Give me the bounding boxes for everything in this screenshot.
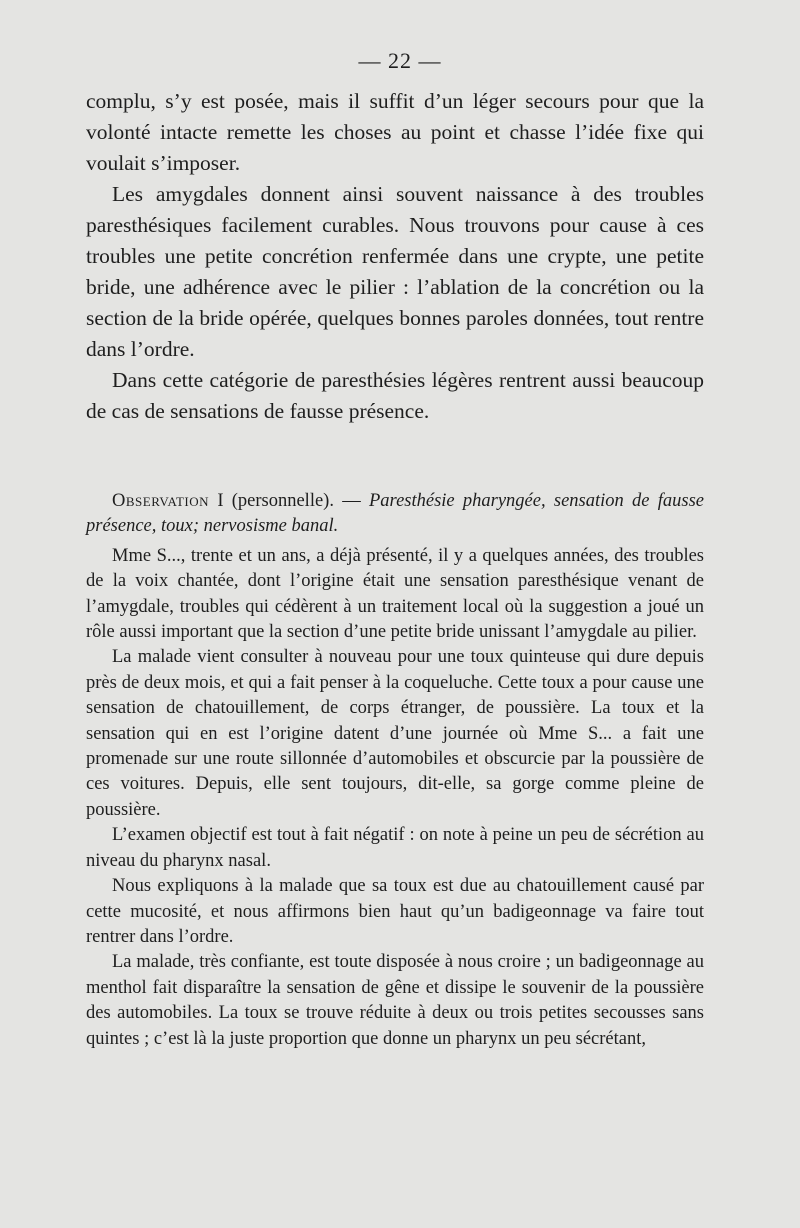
observation-paragraph-2: La malade vient consulter à nouveau pour une toux quinteuse qui dure depuis près de deux mois, et qui a fait penser à la coqueluche. Cette toux a pour cause une sensation de chatouillement, de corps étranger, de poussière. La toux et la sensation qui en est l’origine datent d’une journée où Mme S... a fait une promenade sur une route sillonnée d’automobiles et obscurcie par la poussière de ces voitures. Depuis, elle sent toujours, dit-elle, sa gorge comme pleine de poussière. (86, 647, 704, 820)
observation-paragraph-1: Mme S..., trente et un ans, a déjà présenté, il y a quelques années, des troubles de la voix chantée, dont l’origine était une sensation paresthésique venant de l’amygdale, troubles qui cédèrent à un traitement local où la suggestion a joué un rôle aussi important que la section d’une petite bride unissant l’amygdale au pilier. (86, 545, 704, 643)
paragraph-2: Les amygdales donnent ainsi souvent naissance à des troubles paresthésiques facilement curables. Nous trouvons pour cause à ces troubles une petite concrétion renfermée dans une crypte, une petite bride, une adhérence avec le pilier : l’ablation de la concrétion ou la section de la bride opérée, quelques bonnes paroles données, tout rentre dans l’ordre. (86, 182, 704, 361)
observation-paragraph-4: Nous expliquons à la malade que sa toux est due au chatouillement causé par cette mucosité, et nous affirmons bien haut qu’un badigeonnage va faire tout rentrer dans l’ordre. (86, 876, 704, 947)
observation-heading (86, 489, 704, 540)
observation-number: I (personnelle). — (217, 491, 361, 511)
observation-paragraph-3: L’examen objectif est tout à fait négatif : on note à peine un peu de sécrétion au niveau du pharynx nasal. (86, 825, 704, 871)
paragraph-1: complu, s’y est posée, mais il suffit d’un léger secours pour que la volonté intacte remette les choses au point et chasse l’idée fixe qui voulait s’imposer. (86, 89, 704, 175)
paragraph-3: Dans cette catégorie de paresthésies légères rentrent aussi beaucoup de cas de sensations de fausse présence. (86, 368, 704, 423)
observation-section (86, 489, 704, 1052)
observation-paragraph-5: La malade, très confiante, est toute disposée à nous croire ; un badigeonnage au menthol fait disparaître la sensation de gêne et dissipe le souvenir de la poussière des automobiles. La toux se trouve réduite à deux ou trois petites secousses sans quintes ; c’est là la juste proportion que donne un pharynx un peu sécrétant, (86, 952, 704, 1049)
page-number: — 22 — (358, 48, 442, 73)
main-text (86, 86, 704, 427)
observation-title: Paresthésie pharyngée, sensation de fausse présence, toux; nervosisme banal. (86, 491, 704, 537)
observation-label: Observation (112, 491, 210, 511)
